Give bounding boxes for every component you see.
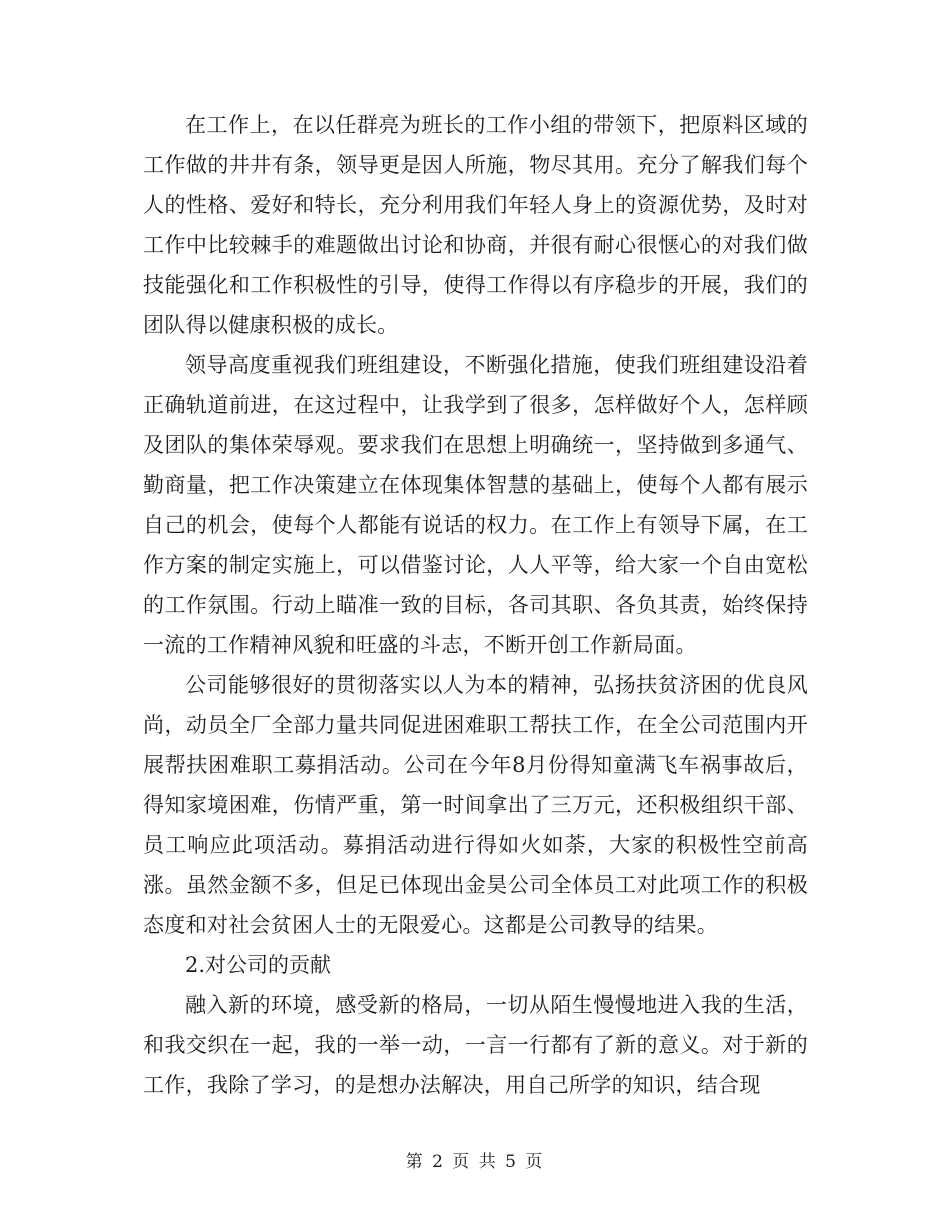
paragraph-new-environment: 融入新的环境，感受新的格局，一切从陌生慢慢地进入我的生活，和我交织在一起，我的一举一动，一言一行都有了新的意义。对于新的工作，我除了学习，的是想办法解决，用自己所学的知识，结合现 (143, 993, 808, 1097)
page-number-footer: 第 2 页 共 5 页 (405, 1152, 545, 1172)
paragraph-team-building: 领导高度重视我们班组建设，不断强化措施，使我们班组建设沿着正确轨道前进，在这过程中，让我学到了很多，怎样做好个人，怎样顾及团队的集体荣辱观。要求我们在思想上明确统一，坚持做到多通气、勤商量，把工作决策建立在体现集体智慧的基础上，使每个人都有展示自己的机会，使每个人都能有说话的权力。在工作上有领导下属，在工作方案的制定实施上，可以借鉴讨论，人人平等，给大家一个自由宽松的工作氛围。行动上瞄准一致的目标，各司其职、各负其责，始终保持一流的工作精神风貌和旺盛的斗志，不断开创工作新局面。 (143, 353, 808, 657)
paragraph-charity-donation: 公司能够很好的贯彻落实以人为本的精神，弘扬扶贫济困的优良风尚，动员全厂全部力量共同促进困难职工帮扶工作，在全公司范围内开展帮扶困难职工募捐活动。公司在今年8月份得知童满飞车祸事故后，得知家境困难，伤情严重，第一时间拿出了三万元，还积极组织干部、员工响应此项活动。募捐活动进行得如火如荼，大家的积极性空前高涨。虽然金额不多，但足已体现出金昊公司全体员工对此项工作的积极态度和对社会贫困人士的无限爱心。这都是公司教导的结果。 (143, 673, 808, 937)
document-body (143, 105, 808, 1105)
section-heading: 2.对公司的贡献 (185, 953, 332, 977)
paragraph-work-team: 在工作上，在以任群亮为班长的工作小组的带领下，把原料区域的工作做的井井有条，领导更是因人所施，物尽其用。充分了解我们每个人的性格、爱好和特长，充分利用我们年轻人身上的资源优势，及时对工作中比较棘手的难题做出讨论和协商，并很有耐心很惬心的对我们做技能强化和工作积极性的引导，使得工作得以有序稳步的开展，我们的团队得以健康积极的成长。 (143, 113, 808, 337)
